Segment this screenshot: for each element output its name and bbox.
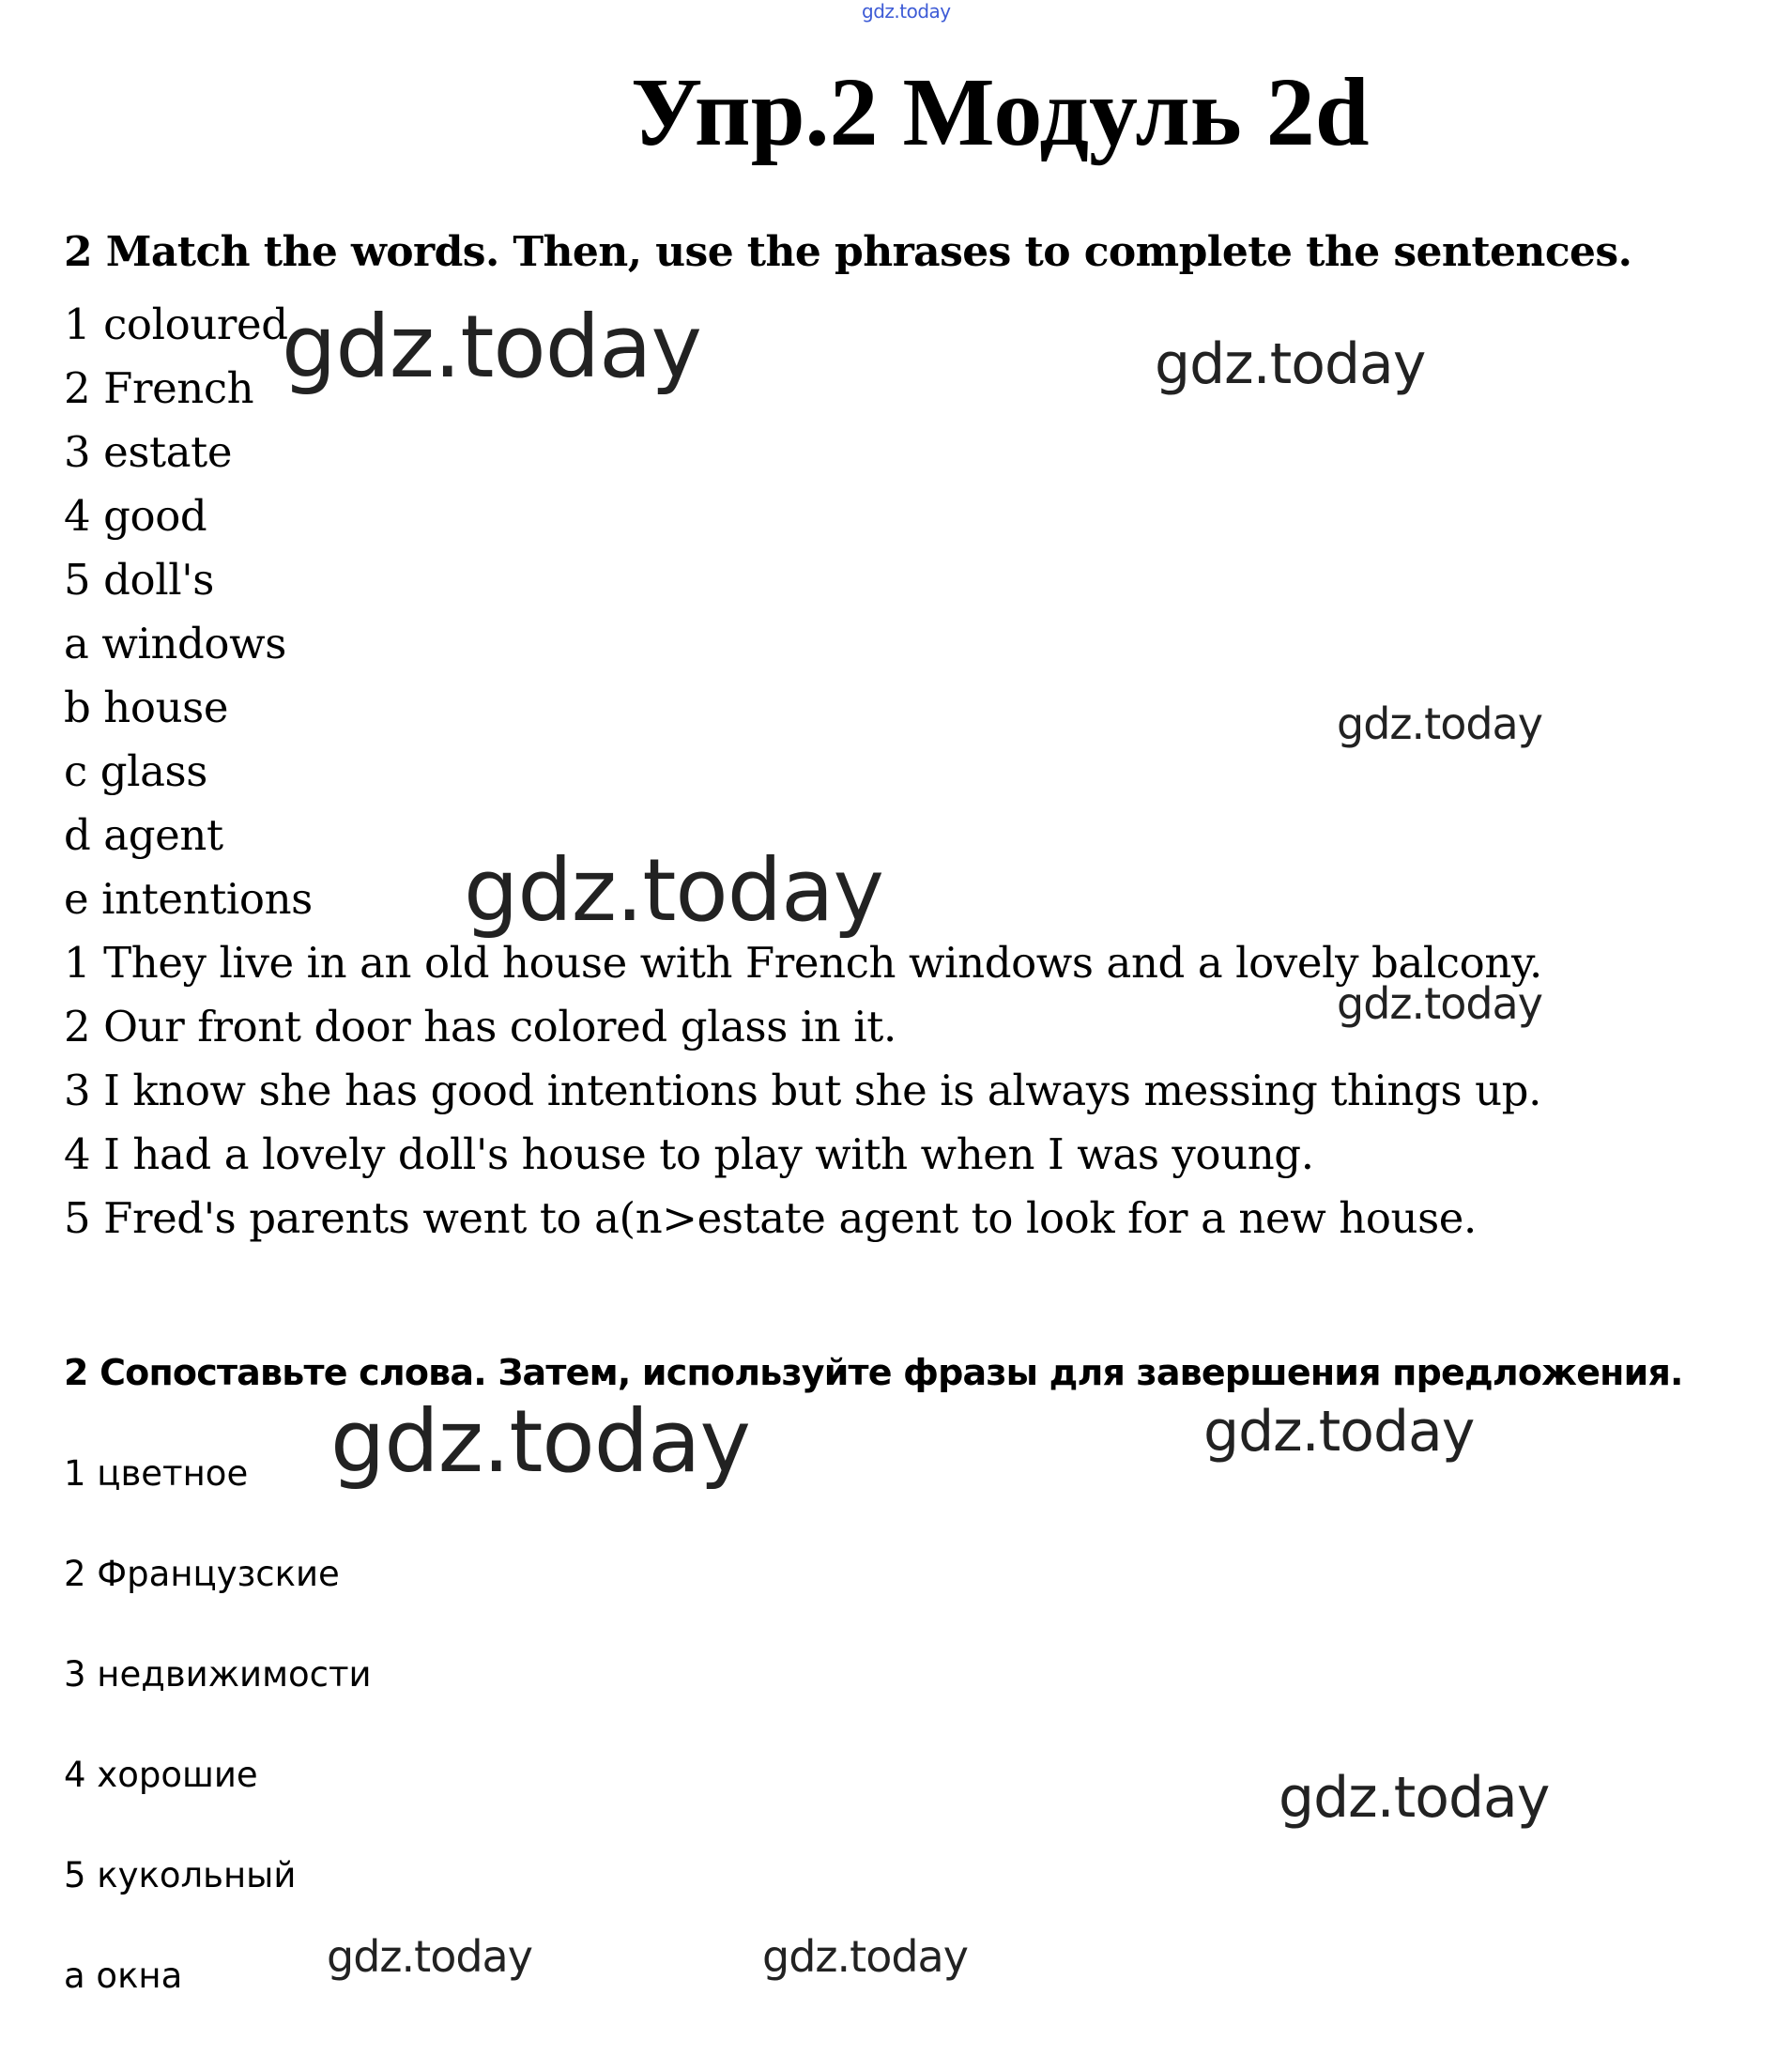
word-left-3: 3 estate <box>64 427 233 477</box>
watermark: gdz.today <box>464 840 883 941</box>
ru-item-2: 2 Французские <box>64 1554 340 1594</box>
page-title: Упр.2 Модуль 2d <box>631 58 1370 166</box>
word-right-c: c glass <box>64 746 207 796</box>
watermark: gdz.today <box>330 1391 750 1492</box>
watermark: gdz.today <box>282 297 701 397</box>
russian-content <box>64 1446 372 2048</box>
sentence-5: 5 Fred's parents went to a(n>estate agent to look for a new house. <box>64 1193 1477 1243</box>
exercise-heading-russian: 2 Сопоставьте слова. Затем, используйте фразы для завершения предложения. <box>64 1352 1683 1393</box>
watermark: gdz.today <box>1203 1399 1475 1465</box>
ru-item-a: а окна <box>64 1956 183 1996</box>
watermark: gdz.today <box>762 1931 968 1982</box>
word-left-2: 2 French <box>64 363 254 413</box>
watermark: gdz.today <box>1279 1765 1550 1831</box>
watermark: gdz.today <box>1337 978 1542 1029</box>
sentence-3: 3 I know she has good intentions but she is always messing things up. <box>64 1066 1541 1115</box>
word-left-5: 5 doll's <box>64 555 214 605</box>
word-right-e: e intentions <box>64 874 313 924</box>
exercise-heading-english: 2 Match the words. Then, use the phrases to complete the sentences. <box>64 228 1632 276</box>
watermark: gdz.today <box>327 1931 532 1982</box>
watermark: gdz.today <box>1337 698 1542 749</box>
sentence-2: 2 Our front door has colored glass in it. <box>64 1002 896 1051</box>
ru-item-5: 5 кукольный <box>64 1855 297 1895</box>
ru-item-1: 1 цветное <box>64 1453 249 1494</box>
sentence-4: 4 I had a lovely doll's house to play with when I was young. <box>64 1129 1314 1179</box>
ru-item-3: 3 недвижимости <box>64 1654 372 1695</box>
word-right-b: b house <box>64 683 229 732</box>
ru-item-4: 4 хорошие <box>64 1755 258 1795</box>
word-left-1: 1 coloured <box>64 299 288 349</box>
word-right-d: d agent <box>64 810 223 860</box>
watermark: gdz.today <box>1155 331 1426 397</box>
word-right-a: a windows <box>64 619 286 668</box>
word-left-4: 4 good <box>64 491 207 541</box>
sentence-1: 1 They live in an old house with French windows and a lovely balcony. <box>64 938 1542 988</box>
top-watermark: gdz.today <box>862 0 951 23</box>
english-content <box>64 293 1542 1250</box>
